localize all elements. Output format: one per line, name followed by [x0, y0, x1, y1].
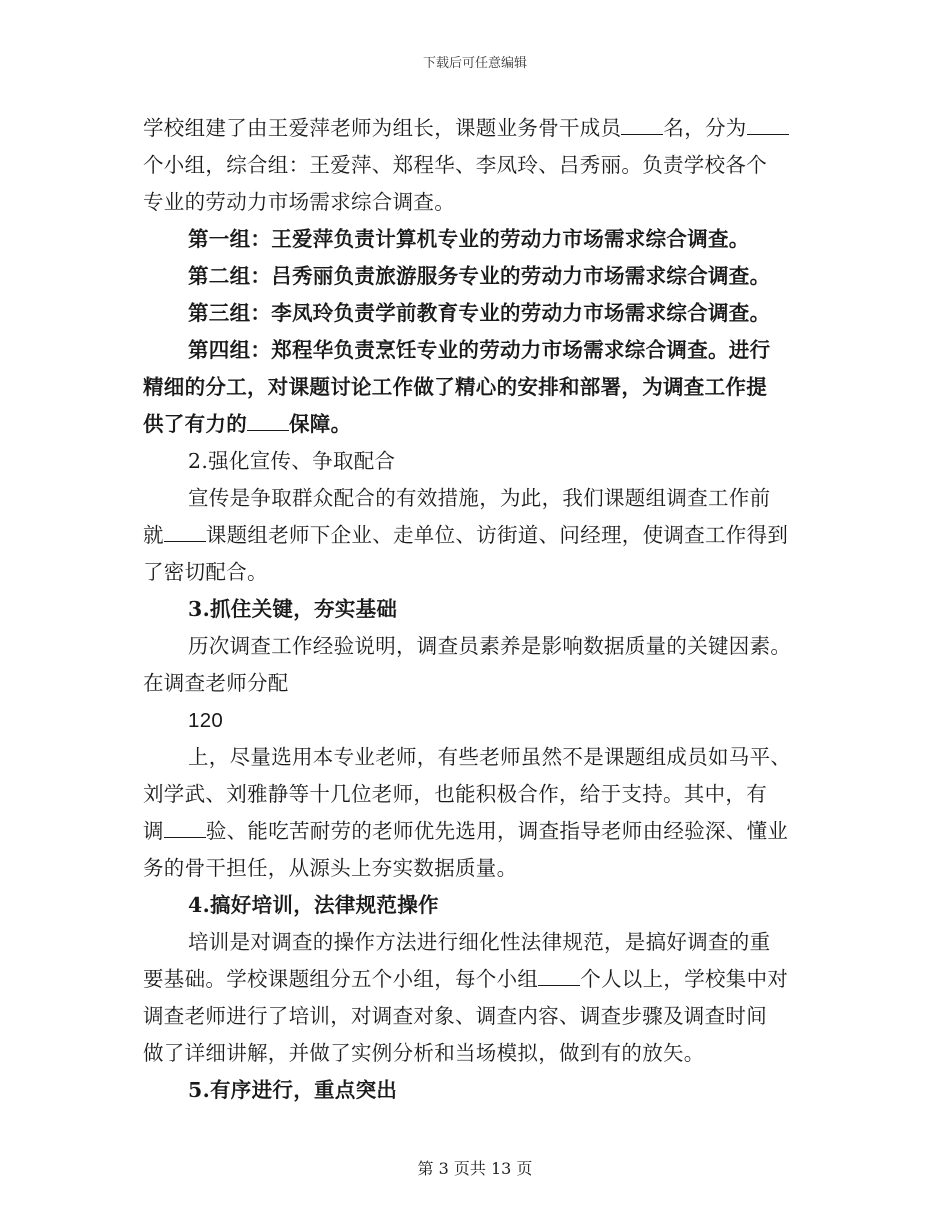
- text-line: 宣传是争取群众配合的有效措施，为此，我们课题组调查工作前: [188, 486, 771, 510]
- text-line: 了密切配合。: [143, 560, 268, 584]
- text-segment: 课题组老师下企业、走单位、访街道、问经理，使调查工作得到: [205, 523, 789, 547]
- text-line: [143, 110, 811, 147]
- text-segment: 供了有力的: [143, 412, 247, 436]
- text-line: 做了详细讲解，并做了实例分析和当场模拟，做到有的放矢。: [143, 1041, 705, 1065]
- text-segment: 就: [143, 523, 164, 547]
- group-line: 精细的分工，对课题讨论工作做了精心的安排和部署，为调查工作提: [143, 375, 767, 399]
- section-heading: 2.强化宣传、争取配合: [188, 449, 396, 473]
- group-line: 第三组：李凤玲负责学前教育专业的劳动力市场需求综合调查。: [188, 301, 771, 325]
- text-segment: 学校组建了由王爱萍老师为组长，课题业务骨干成员: [143, 116, 622, 140]
- text-line: 上，尽量选用本专业老师，有些老师虽然不是课题组成员如马平、: [188, 745, 792, 769]
- fill-blank: [164, 817, 206, 838]
- page-footer: 第 3 页共 13 页: [417, 1159, 533, 1178]
- document-body: [143, 110, 811, 1109]
- text-line: 刘学武、刘雅静等十几位老师，也能积极合作，给于支持。其中，有: [143, 782, 767, 806]
- fill-blank: [538, 965, 580, 986]
- text-segment: 要基础。学校课题组分五个小组，每个小组: [143, 967, 539, 991]
- group-line: [143, 406, 811, 443]
- section-heading: 4.搞好培训，法律规范操作: [188, 893, 439, 917]
- text-line: 培训是对调查的操作方法进行细化性法律规范，是搞好调查的重: [188, 930, 771, 954]
- section-heading: 3.抓住关键，夯实基础: [188, 597, 398, 621]
- text-line: [143, 813, 811, 850]
- text-line: 个小组，综合组：王爱萍、郑程华、李凤玲、吕秀丽。负责学校各个: [143, 153, 767, 177]
- text-segment: 保障。: [289, 412, 352, 436]
- section-heading: 5.有序进行，重点突出: [188, 1078, 398, 1102]
- group-line: 第一组：王爱萍负责计算机专业的劳动力市场需求综合调查。: [188, 227, 750, 251]
- text-line: 调查老师进行了培训，对调查对象、调查内容、调查步骤及调查时间: [143, 1004, 767, 1028]
- text-segment: 名，分为: [663, 116, 747, 140]
- fill-blank: [247, 410, 289, 431]
- text-line: 历次调查工作经验说明，调查员素养是影响数据质量的关键因素。: [188, 634, 792, 658]
- text-line: 务的骨干担任，从源头上夯实数据质量。: [143, 856, 518, 880]
- fill-blank: [621, 114, 663, 135]
- fill-blank: [164, 521, 206, 542]
- text-line: 专业的劳动力市场需求综合调查。: [143, 190, 455, 214]
- page-header: 下载后可任意编辑: [422, 56, 527, 71]
- text-line: 在调查老师分配: [143, 671, 289, 695]
- group-line: 第二组：吕秀丽负责旅游服务专业的劳动力市场需求综合调查。: [188, 264, 771, 288]
- text-line: [143, 517, 811, 554]
- text-segment: 调: [143, 819, 164, 843]
- group-line: 第四组：郑程华负责烹饪专业的劳动力市场需求综合调查。进行: [188, 338, 771, 362]
- text-line: [143, 961, 811, 998]
- page-marker: 120: [188, 709, 224, 732]
- text-segment: 个人以上，学校集中对: [580, 967, 789, 991]
- fill-blank: [747, 114, 789, 135]
- text-segment: 验、能吃苦耐劳的老师优先选用，调查指导老师由经验深、懂业: [205, 819, 789, 843]
